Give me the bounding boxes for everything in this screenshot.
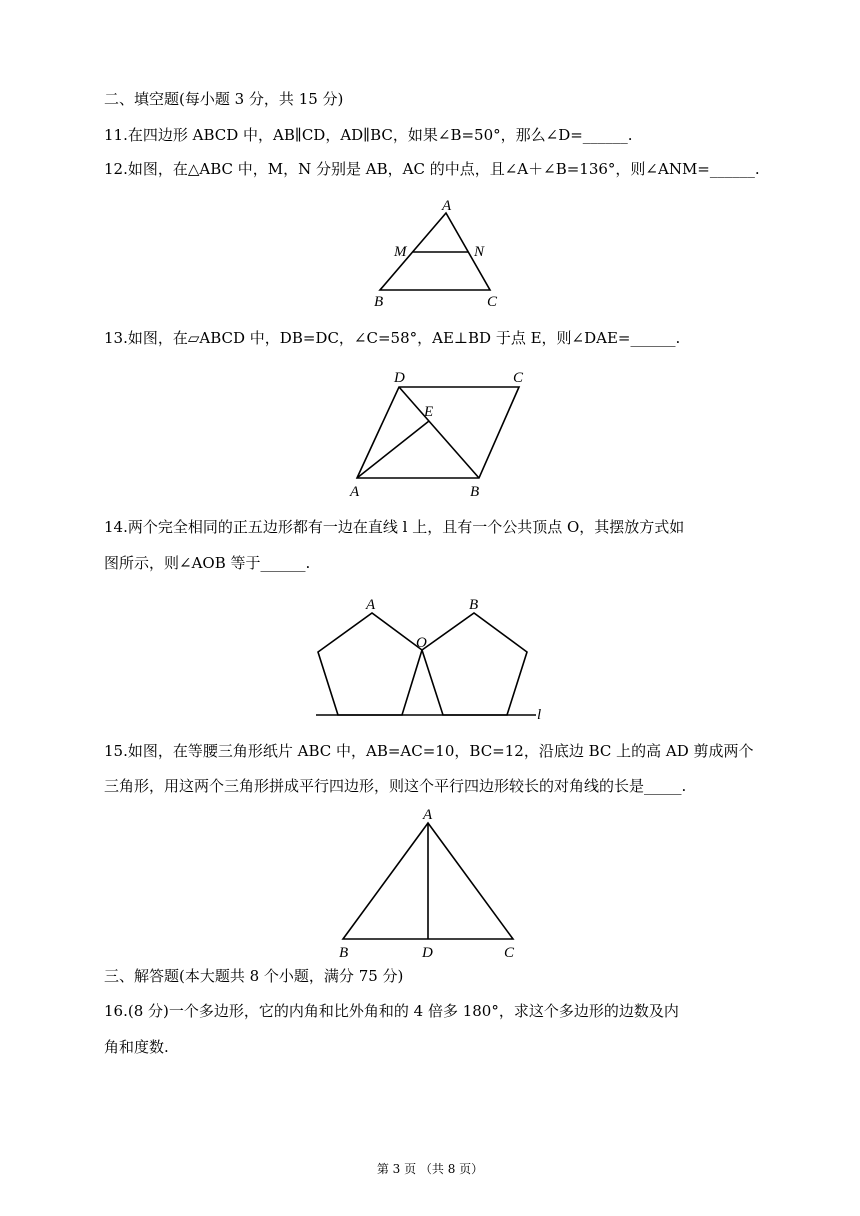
section2-heading: 二、填空题(每小题 3 分，共 15 分) <box>104 90 344 108</box>
label-l: l <box>537 707 542 723</box>
label-o: O <box>416 635 427 651</box>
label-b: B <box>339 945 349 961</box>
label-a: A <box>442 198 452 214</box>
figure-q13 <box>340 365 540 505</box>
diagonal-db <box>399 387 479 478</box>
question-16-line2: 角和度数. <box>104 1038 169 1056</box>
label-a: A <box>366 597 376 613</box>
question-15-line2: 三角形，用这两个三角形拼成平行四边形，则这个平行四边形较长的对角线的长是_____. <box>104 777 687 795</box>
label-b: B <box>469 597 479 613</box>
label-c: C <box>487 294 498 310</box>
label-c: C <box>513 370 524 386</box>
label-b: B <box>470 484 480 500</box>
question-14-line2: 图所示，则∠AOB 等于______. <box>104 554 311 572</box>
label-m: M <box>394 244 407 260</box>
label-b: B <box>374 294 384 310</box>
figure-q15 <box>330 805 530 965</box>
label-a: A <box>423 807 433 823</box>
figure-q14 <box>310 595 560 725</box>
page-footer: 第 3 页 （共 8 页） <box>376 1162 484 1176</box>
pentagon-left <box>318 613 422 715</box>
parallelogram-abcd-diagram <box>340 365 540 505</box>
label-e: E <box>424 404 434 420</box>
triangle-abc-diagram <box>360 195 510 315</box>
question-12: 12.如图，在△ABC 中，M，N 分别是 AB，AC 的中点，且∠A＋∠B=136°，则∠ANM=______. <box>104 160 760 178</box>
two-pentagons-diagram <box>310 595 560 725</box>
question-14-line1: 14.两个完全相同的正五边形都有一边在直线 l 上，且有一个公共顶点 O，其摆放方式如 <box>104 518 685 536</box>
isosceles-triangle-diagram <box>330 805 530 965</box>
question-16-line1: 16.(8 分)一个多边形，它的内角和比外角和的 4 倍多 180°，求这个多边形的边数及内 <box>104 1002 679 1020</box>
label-c: C <box>504 945 515 961</box>
figure-q12 <box>360 195 510 315</box>
section3-heading: 三、解答题(本大题共 8 个小题，满分 75 分) <box>104 967 404 985</box>
label-n: N <box>474 244 485 260</box>
label-a: A <box>350 484 360 500</box>
label-d: D <box>422 945 433 961</box>
question-15-line1: 15.如图，在等腰三角形纸片 ABC 中，AB=AC=10，BC=12，沿底边 BC 上的高 AD 剪成两个 <box>104 742 754 760</box>
pentagon-right <box>422 613 527 715</box>
label-d: D <box>394 370 405 386</box>
segment-ae <box>357 421 429 478</box>
question-11: 11.在四边形 ABCD 中，AB∥CD，AD∥BC，如果∠B=50°，那么∠D=______. <box>104 126 633 144</box>
question-13: 13.如图，在▱ABCD 中，DB=DC，∠C=58°，AE⊥BD 于点 E，则∠DAE=______. <box>104 329 681 347</box>
